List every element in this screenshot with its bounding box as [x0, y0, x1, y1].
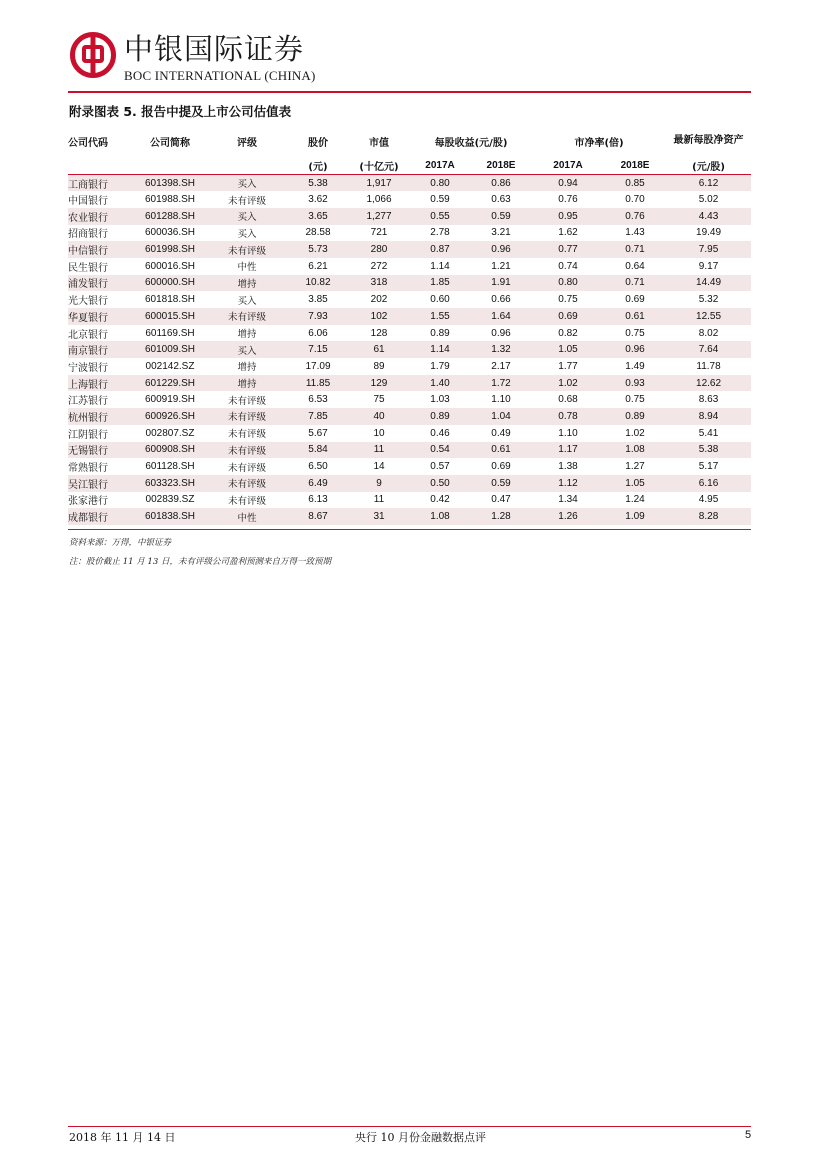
cell-eps-2018e: 1.32 — [470, 341, 532, 358]
cell-eps-2017a: 2.78 — [430, 227, 450, 239]
cell-pb-2017a: 1.38 — [558, 461, 578, 473]
cell-market-cap: 1,917 — [348, 175, 410, 192]
cell-rating: 未有评级 — [227, 395, 266, 407]
header-bvps: 最新每股净资产 — [673, 135, 744, 146]
cell-pb-2017a: 1.05 — [532, 341, 604, 358]
cell-company-name: 杭州银行 — [68, 408, 134, 425]
cell-eps-2018e: 1.21 — [491, 260, 511, 272]
cell-company-name: 农业银行 — [68, 208, 134, 225]
cell-rating: 未有评级 — [227, 462, 266, 474]
cell-bvps: 19.49 — [696, 227, 722, 239]
cell-eps-2018e: 1.72 — [470, 375, 532, 392]
cell-pb-2018e: 1.27 — [625, 461, 645, 473]
cell-company-code: 600919.SH — [144, 394, 196, 406]
cell-eps-2017a: 0.57 — [430, 461, 450, 473]
cell-company-code: 601128.SH — [145, 461, 195, 473]
cell-eps-2018e: 0.66 — [491, 294, 511, 306]
cell-rating: 买入 — [206, 175, 288, 192]
table-row — [68, 325, 751, 342]
cell-eps-2017a: 1.85 — [410, 275, 470, 292]
cell-rating: 未有评级 — [227, 195, 266, 207]
cell-price: 7.15 — [288, 341, 348, 358]
cell-rating: 增持 — [237, 329, 257, 341]
cell-price: 6.13 — [308, 494, 328, 506]
header-name: 公司简称 — [150, 137, 190, 149]
cell-bvps: 12.62 — [666, 375, 751, 392]
cell-pb-2017a: 0.80 — [532, 275, 604, 292]
cell-company-name: 张家港行 — [68, 496, 108, 508]
header-rating: 评级 — [237, 137, 257, 149]
cell-bvps: 14.49 — [666, 275, 751, 292]
cell-market-cap: 721 — [370, 227, 388, 239]
cell-pb-2017a: 1.62 — [558, 227, 578, 239]
cell-pb-2018e: 0.85 — [604, 175, 666, 192]
table-row — [68, 275, 751, 292]
cell-market-cap: 102 — [348, 308, 410, 325]
table-row — [68, 191, 751, 208]
cell-company-name: 北京银行 — [68, 329, 108, 341]
footer-report-title: 央行 10 月份金融数据点评 — [355, 1131, 486, 1144]
header-pb-2017a: 2017A — [553, 159, 583, 171]
cell-company-code: 601288.SH — [134, 208, 206, 225]
cell-pb-2018e: 0.89 — [604, 408, 666, 425]
cell-price: 28.58 — [305, 227, 331, 239]
table-row — [68, 241, 751, 258]
cell-pb-2017a: 1.02 — [532, 375, 604, 392]
cell-company-code: 601229.SH — [134, 375, 206, 392]
cell-price: 6.53 — [308, 394, 328, 406]
cell-company-code: 002839.SZ — [145, 494, 195, 506]
cell-eps-2017a: 0.60 — [430, 294, 450, 306]
table-row — [68, 408, 751, 425]
brand-name-cn: 中银国际证券 — [124, 32, 305, 66]
cell-company-code: 601988.SH — [144, 194, 196, 206]
cell-pb-2017a: 0.95 — [532, 208, 604, 225]
cell-price: 3.85 — [308, 294, 328, 306]
table-body — [68, 175, 751, 525]
cell-pb-2017a: 1.77 — [558, 360, 578, 372]
company-logo — [70, 32, 330, 88]
cell-eps-2018e: 2.17 — [491, 360, 511, 372]
cell-rating: 买入 — [206, 341, 288, 358]
cell-market-cap: 31 — [348, 508, 410, 525]
table-row — [68, 508, 751, 525]
cell-eps-2017a: 1.03 — [430, 394, 450, 406]
cell-rating: 未有评级 — [206, 442, 288, 459]
cell-pb-2017a: 0.78 — [532, 408, 604, 425]
table-row — [68, 492, 751, 509]
cell-bvps: 5.32 — [698, 294, 719, 306]
cell-pb-2017a: 1.10 — [558, 427, 578, 439]
cell-eps-2017a: 0.54 — [410, 442, 470, 459]
cell-pb-2018e: 0.71 — [604, 275, 666, 292]
valuation-table — [68, 126, 751, 525]
cell-price: 5.84 — [288, 442, 348, 459]
cell-pb-2017a: 1.26 — [532, 508, 604, 525]
cell-company-name: 无锡银行 — [68, 442, 134, 459]
cell-company-name: 民生银行 — [68, 262, 108, 274]
cell-price: 3.65 — [288, 208, 348, 225]
cell-pb-2018e: 0.96 — [604, 341, 666, 358]
cell-company-name: 常熟银行 — [68, 463, 108, 475]
cell-eps-2018e: 0.49 — [491, 427, 511, 439]
table-row — [68, 308, 751, 325]
cell-rating: 未有评级 — [206, 308, 288, 325]
table-row — [68, 391, 751, 408]
cell-eps-2017a: 0.87 — [410, 241, 470, 258]
cell-eps-2018e: 0.69 — [491, 461, 511, 473]
cell-company-name: 宁波银行 — [68, 362, 108, 374]
header-eps-2018e: 2018E — [486, 159, 516, 171]
cell-company-code: 601169.SH — [145, 327, 195, 339]
table-row — [68, 341, 751, 358]
cell-rating: 未有评级 — [206, 241, 288, 258]
cell-pb-2017a: 0.74 — [558, 260, 578, 272]
cell-price: 5.67 — [308, 427, 328, 439]
cell-pb-2018e: 0.64 — [625, 260, 645, 272]
cell-pb-2018e: 0.75 — [625, 327, 645, 339]
cell-price: 11.85 — [288, 375, 348, 392]
cell-eps-2017a: 1.79 — [430, 360, 450, 372]
cell-pb-2018e: 1.05 — [604, 475, 666, 492]
cell-company-name: 华夏银行 — [68, 308, 134, 325]
cell-price: 6.50 — [308, 461, 328, 473]
cell-bvps: 5.02 — [698, 194, 719, 206]
cell-rating: 买入 — [237, 228, 257, 240]
cell-rating: 中性 — [206, 508, 288, 525]
cell-pb-2017a: 0.69 — [532, 308, 604, 325]
cell-price: 10.82 — [288, 275, 348, 292]
cell-pb-2018e: 1.09 — [604, 508, 666, 525]
cell-bvps: 4.43 — [666, 208, 751, 225]
cell-eps-2017a: 1.40 — [410, 375, 470, 392]
header-pb: 市净率(倍) — [574, 137, 624, 149]
cell-eps-2017a: 1.14 — [410, 341, 470, 358]
cell-pb-2018e: 0.61 — [604, 308, 666, 325]
cell-price: 7.85 — [288, 408, 348, 425]
cell-eps-2018e: 1.04 — [470, 408, 532, 425]
cell-market-cap: 14 — [373, 461, 385, 473]
table-row — [68, 475, 751, 492]
cell-market-cap: 318 — [348, 275, 410, 292]
table-row — [68, 225, 751, 242]
header-eps: 每股收益(元/股) — [434, 137, 508, 149]
cell-eps-2018e: 0.59 — [470, 475, 532, 492]
cell-company-code: 601818.SH — [144, 294, 196, 306]
table-row — [68, 358, 751, 375]
cell-eps-2017a: 0.46 — [430, 427, 450, 439]
cell-eps-2017a: 0.55 — [410, 208, 470, 225]
table-row — [68, 458, 751, 475]
cell-rating: 买入 — [206, 208, 288, 225]
table-row — [68, 425, 751, 442]
cell-market-cap: 272 — [370, 260, 388, 272]
cell-eps-2017a: 0.50 — [410, 475, 470, 492]
cell-eps-2017a: 0.59 — [430, 194, 450, 206]
cell-eps-2017a: 0.42 — [430, 494, 450, 506]
header-price-unit: (元) — [308, 161, 328, 173]
cell-price: 6.49 — [288, 475, 348, 492]
cell-company-code: 600016.SH — [144, 260, 196, 272]
cell-company-name: 上海银行 — [68, 375, 134, 392]
cell-company-code: 600015.SH — [134, 308, 206, 325]
cell-bvps: 11.78 — [696, 360, 721, 372]
cell-pb-2018e: 0.76 — [604, 208, 666, 225]
cell-pb-2018e: 1.02 — [625, 427, 645, 439]
header-eps-2017a: 2017A — [425, 159, 455, 171]
cell-bvps: 8.94 — [666, 408, 751, 425]
cell-bvps: 5.17 — [698, 461, 719, 473]
cell-pb-2018e: 1.24 — [625, 494, 645, 506]
cell-eps-2018e: 3.21 — [491, 227, 511, 239]
cell-market-cap: 89 — [373, 360, 385, 372]
cell-price: 8.67 — [288, 508, 348, 525]
cell-pb-2018e: 0.75 — [625, 394, 645, 406]
cell-price: 17.09 — [305, 360, 331, 372]
cell-eps-2017a: 0.89 — [410, 408, 470, 425]
cell-market-cap: 9 — [348, 475, 410, 492]
cell-market-cap: 75 — [373, 394, 385, 406]
cell-market-cap: 128 — [370, 327, 388, 339]
header-mcap: 市值 — [369, 137, 389, 149]
cell-company-name: 招商银行 — [68, 229, 108, 241]
cell-eps-2018e: 0.59 — [470, 208, 532, 225]
cell-eps-2017a: 0.80 — [410, 175, 470, 192]
table-bottom-rule — [68, 529, 751, 530]
cell-company-code: 603323.SH — [134, 475, 206, 492]
cell-rating: 未有评级 — [227, 495, 266, 507]
cell-pb-2017a: 0.77 — [532, 241, 604, 258]
header-divider — [68, 91, 751, 93]
cell-company-code: 601998.SH — [134, 241, 206, 258]
cell-bvps: 8.28 — [666, 508, 751, 525]
cell-bvps: 5.38 — [666, 442, 751, 459]
cell-pb-2017a: 1.34 — [558, 494, 578, 506]
header-price: 股价 — [308, 137, 328, 149]
cell-eps-2017a: 1.14 — [430, 260, 450, 272]
cell-company-name: 南京银行 — [68, 341, 134, 358]
cell-company-name: 中国银行 — [68, 196, 108, 208]
cell-price: 7.93 — [288, 308, 348, 325]
cell-rating: 增持 — [206, 375, 288, 392]
cell-eps-2017a: 1.55 — [410, 308, 470, 325]
cell-bvps: 8.02 — [698, 327, 719, 339]
cell-eps-2018e: 1.10 — [491, 394, 511, 406]
cell-market-cap: 40 — [348, 408, 410, 425]
cell-pb-2017a: 0.94 — [532, 175, 604, 192]
cell-bvps: 7.95 — [666, 241, 751, 258]
header-code: 公司代码 — [68, 137, 108, 149]
cell-bvps: 6.12 — [666, 175, 751, 192]
cell-rating: 增持 — [237, 362, 257, 374]
cell-company-name: 江苏银行 — [68, 396, 108, 408]
cell-pb-2018e: 0.71 — [604, 241, 666, 258]
footer-date: 2018 年 11 月 14 日 — [69, 1131, 176, 1144]
cell-company-code: 601398.SH — [134, 175, 206, 192]
cell-pb-2017a: 0.82 — [558, 327, 578, 339]
cell-price: 6.21 — [308, 260, 328, 272]
cell-eps-2018e: 0.47 — [491, 494, 511, 506]
cell-pb-2017a: 1.12 — [532, 475, 604, 492]
cell-eps-2018e: 1.91 — [470, 275, 532, 292]
cell-rating: 未有评级 — [206, 408, 288, 425]
cell-market-cap: 11 — [348, 442, 410, 459]
cell-bvps: 5.41 — [698, 427, 719, 439]
cell-bvps: 12.55 — [666, 308, 751, 325]
cell-pb-2017a: 0.75 — [558, 294, 578, 306]
header-bvps-unit: (元/股) — [692, 161, 725, 173]
cell-bvps: 7.64 — [666, 341, 751, 358]
cell-rating: 中性 — [237, 262, 257, 274]
cell-eps-2018e: 0.63 — [491, 194, 511, 206]
header-mcap-unit: (十亿元) — [359, 161, 399, 173]
table-row — [68, 175, 751, 192]
cell-eps-2017a: 0.89 — [430, 327, 450, 339]
cell-pb-2018e: 1.43 — [625, 227, 645, 239]
source-note: 资料来源：万得，中银证券 — [69, 538, 172, 548]
cell-pb-2017a: 0.76 — [558, 194, 578, 206]
page-number: 5 — [745, 1129, 752, 1141]
boc-logo-icon — [70, 32, 116, 78]
cell-company-name: 光大银行 — [68, 296, 108, 308]
footnote: 注：股价截止 11 月 13 日，未有评级公司盈利预测来自万得一致预期 — [69, 557, 331, 567]
brand-name-en: BOC INTERNATIONAL (CHINA) — [124, 68, 316, 83]
cell-price: 5.73 — [288, 241, 348, 258]
table-row — [68, 442, 751, 459]
cell-company-code: 002142.SZ — [145, 360, 195, 372]
cell-pb-2018e: 1.49 — [625, 360, 645, 372]
cell-pb-2018e: 0.69 — [625, 294, 645, 306]
cell-pb-2018e: 1.08 — [604, 442, 666, 459]
cell-rating: 买入 — [237, 295, 257, 307]
cell-eps-2018e: 1.64 — [470, 308, 532, 325]
cell-bvps: 8.63 — [698, 394, 719, 406]
cell-price: 3.62 — [308, 194, 328, 206]
header-pb-2018e: 2018E — [620, 159, 650, 171]
cell-market-cap: 10 — [373, 427, 385, 439]
cell-market-cap: 11 — [373, 494, 385, 506]
cell-company-code: 601009.SH — [134, 341, 206, 358]
cell-rating: 增持 — [206, 275, 288, 292]
cell-company-name: 浦发银行 — [68, 275, 134, 292]
cell-rating: 未有评级 — [227, 429, 266, 441]
cell-company-code: 601838.SH — [134, 508, 206, 525]
cell-eps-2018e: 0.61 — [470, 442, 532, 459]
cell-pb-2017a: 1.17 — [532, 442, 604, 459]
cell-price: 6.06 — [308, 327, 328, 339]
cell-company-name: 江阴银行 — [68, 429, 108, 441]
cell-company-code: 600908.SH — [134, 442, 206, 459]
cell-market-cap: 61 — [348, 341, 410, 358]
cell-company-name: 吴江银行 — [68, 475, 134, 492]
cell-company-code: 600926.SH — [134, 408, 206, 425]
cell-market-cap: 202 — [370, 294, 388, 306]
cell-pb-2018e: 0.93 — [604, 375, 666, 392]
cell-market-cap: 1,277 — [348, 208, 410, 225]
cell-eps-2018e: 0.96 — [470, 241, 532, 258]
cell-company-code: 002807.SZ — [145, 427, 195, 439]
cell-price: 5.38 — [288, 175, 348, 192]
cell-company-code: 600036.SH — [144, 227, 196, 239]
cell-market-cap: 1,066 — [366, 194, 392, 206]
cell-company-name: 工商银行 — [68, 175, 134, 192]
cell-rating: 未有评级 — [206, 475, 288, 492]
table-row — [68, 375, 751, 392]
cell-eps-2018e: 1.28 — [470, 508, 532, 525]
table-row — [68, 291, 751, 308]
cell-eps-2017a: 1.08 — [410, 508, 470, 525]
cell-company-name: 成都银行 — [68, 508, 134, 525]
table-row — [68, 258, 751, 275]
cell-pb-2018e: 0.70 — [625, 194, 645, 206]
table-title: 附录图表 5. 报告中提及上市公司估值表 — [69, 104, 292, 119]
cell-pb-2017a: 0.68 — [558, 394, 578, 406]
cell-eps-2018e: 0.96 — [491, 327, 511, 339]
table-row — [68, 208, 751, 225]
cell-market-cap: 129 — [348, 375, 410, 392]
footer-divider — [68, 1126, 751, 1127]
cell-company-code: 600000.SH — [134, 275, 206, 292]
cell-bvps: 4.95 — [698, 494, 719, 506]
cell-eps-2018e: 0.86 — [470, 175, 532, 192]
cell-market-cap: 280 — [348, 241, 410, 258]
cell-bvps: 6.16 — [666, 475, 751, 492]
cell-bvps: 9.17 — [698, 260, 719, 272]
cell-company-name: 中信银行 — [68, 241, 134, 258]
